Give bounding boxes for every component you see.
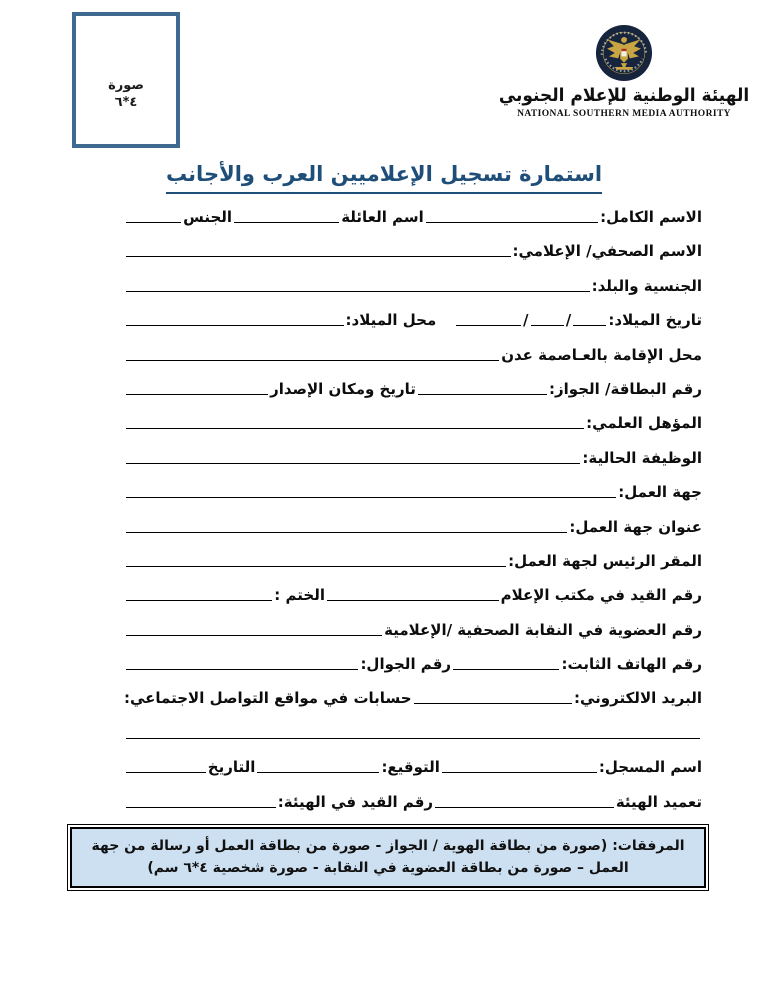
blank-fill-line	[126, 600, 272, 601]
field-label: رقم القيد في الهيئة:	[277, 792, 434, 811]
photo-box-label: صورة	[108, 78, 144, 93]
form-row	[124, 310, 702, 330]
blank-fill-line	[126, 772, 206, 773]
photo-placeholder-box	[72, 12, 180, 148]
attachments-text: المرفقات: (صورة من بطاقة الهوية / الجواز - صورة من بطاقة العمل أو رسالة من جهة العمل – صورة من بطاقة العضوية في النقابة - صورة شخصية ٤*٦ سم)	[91, 838, 685, 876]
field-label: البريد الالكتروني:	[574, 689, 702, 708]
blank-fill-line	[414, 703, 572, 704]
form-fields-area	[124, 207, 702, 826]
blank-fill-line	[126, 566, 506, 567]
field-label: الجنسية والبلد:	[591, 276, 702, 295]
field-label: جهة العمل:	[618, 483, 702, 502]
blank-fill-line	[126, 532, 567, 533]
blank-fill-line	[234, 222, 339, 223]
field-label: اسم المسجل:	[598, 758, 702, 777]
org-brand-block	[498, 24, 750, 119]
form-row	[124, 517, 702, 537]
field-label: الختم :	[274, 586, 325, 605]
blank-fill-line	[456, 325, 521, 326]
field-label: رقم القيد في مكتب الإعلام	[500, 586, 702, 605]
blank-fill-line	[126, 669, 358, 670]
field-label: تعميد الهيئة	[615, 792, 702, 811]
blank-fill-line	[418, 394, 547, 395]
form-row	[124, 585, 702, 605]
blank-fill-line	[435, 807, 614, 808]
blank-fill-line	[426, 222, 598, 223]
field-label: اسم العائلة	[341, 208, 424, 226]
field-label: حسابات في مواقع التواصل الاجتماعي:	[124, 689, 412, 708]
field-label: رقم الجوال:	[360, 655, 452, 674]
blank-fill-line	[327, 600, 499, 601]
blank-fill-line	[126, 291, 590, 292]
field-label: الاسم الكامل:	[600, 208, 702, 226]
blank-fill-line	[453, 669, 559, 670]
form-row	[124, 413, 702, 433]
form-row	[124, 620, 702, 640]
form-row	[124, 448, 702, 468]
blank-fill-line	[126, 635, 382, 636]
form-row	[124, 688, 702, 708]
field-label: المؤهل العلمي:	[586, 414, 702, 433]
blank-fill-line	[126, 738, 700, 739]
field-label: رقم البطاقة/ الجواز:	[549, 379, 702, 398]
photo-box-size: ٤*٦	[114, 95, 138, 110]
blank-fill-line	[573, 325, 606, 326]
blank-fill-line	[257, 772, 379, 773]
form-title: استمارة تسجيل الإعلاميين العرب والأجانب	[166, 160, 602, 194]
field-label: رقم الهاتف الثابت:	[561, 655, 702, 674]
form-row	[124, 207, 702, 227]
attachments-note-box	[70, 827, 706, 888]
blank-fill-line	[126, 463, 580, 464]
field-label: الوظيفة الحالية:	[582, 448, 702, 467]
form-row	[124, 757, 702, 777]
form-row	[124, 379, 702, 399]
blank-fill-line	[126, 807, 276, 808]
blank-fill-line	[126, 256, 511, 257]
form-row	[124, 482, 702, 502]
blank-fill-line	[126, 325, 344, 326]
field-label: تاريخ الميلاد:	[608, 311, 702, 330]
field-label: المقر الرئيس لجهة العمل:	[508, 551, 702, 570]
blank-fill-line	[126, 222, 181, 223]
form-row	[124, 654, 702, 674]
form-row	[124, 345, 702, 365]
field-label: التوقيع:	[381, 758, 440, 777]
blank-fill-line	[126, 497, 616, 498]
blank-fill-line	[126, 394, 268, 395]
org-name-arabic: الهيئة الوطنية للإعلام الجنوبي	[498, 85, 750, 107]
form-row	[124, 723, 702, 743]
field-label: محل الإقامة بالعـاصمة عدن	[501, 345, 702, 364]
south-arabia-eagle-emblem-icon	[595, 24, 653, 82]
form-row	[124, 792, 702, 812]
form-row	[124, 241, 702, 261]
field-label: تاريخ ومكان الإصدار	[270, 379, 416, 398]
field-label: التاريخ	[207, 758, 256, 777]
form-row	[124, 276, 702, 296]
field-label: الجنس	[183, 208, 233, 226]
field-label: رقم العضوية في النقابة الصحفية /الإعلامية	[384, 620, 702, 639]
form-row	[124, 551, 702, 571]
field-label: الاسم الصحفي/ الإعلامي:	[512, 242, 702, 261]
blank-fill-line	[442, 772, 597, 773]
blank-fill-line	[126, 428, 584, 429]
form-title-wrap	[0, 160, 768, 194]
date-slash-separator: /	[523, 311, 529, 330]
blank-fill-line	[126, 360, 499, 361]
field-label: عنوان جهة العمل:	[569, 517, 702, 536]
field-label: محل الميلاد:	[345, 311, 437, 330]
org-name-english: NATIONAL SOUTHERN MEDIA AUTHORITY	[517, 109, 731, 119]
date-slash-separator: /	[565, 311, 572, 330]
blank-fill-line	[531, 325, 564, 326]
